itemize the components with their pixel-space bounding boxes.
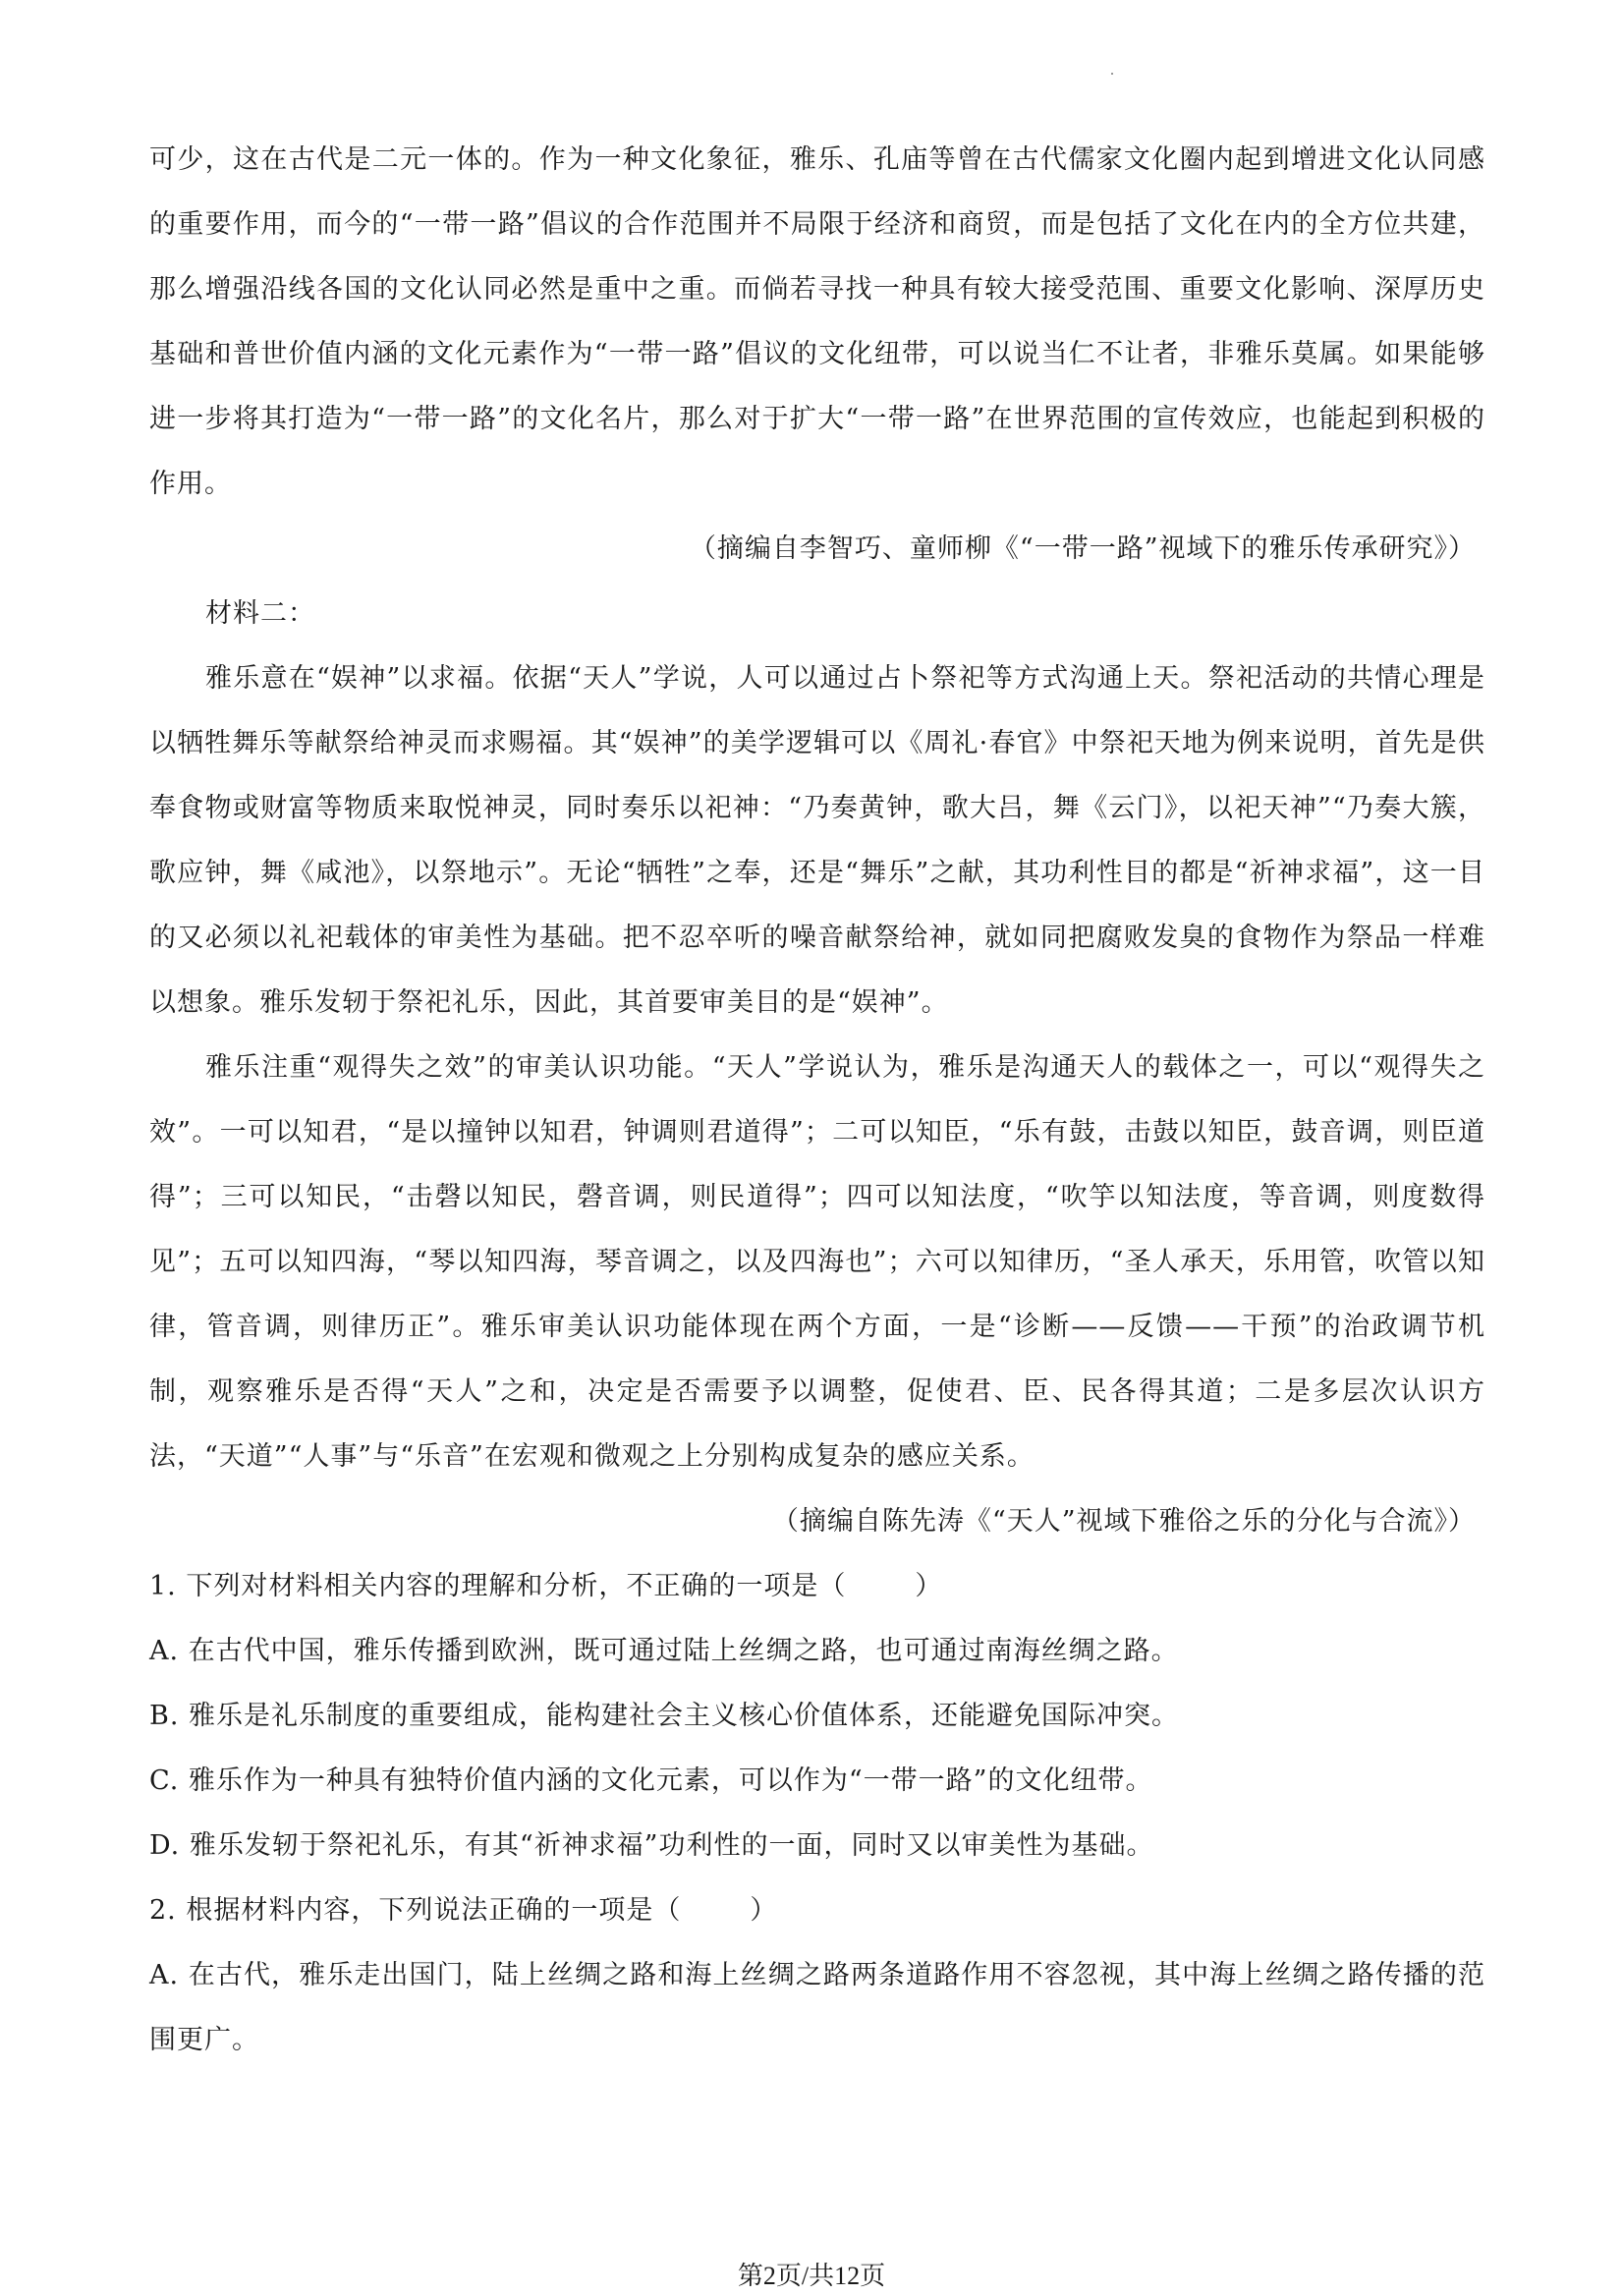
material-2-paragraph-1: 雅乐意在“娱神”以求福。依据“天人”学说，人可以通过占卜祭祀等方式沟通上天。祭祀活动的共情心理是以牺牲舞乐等献祭给神灵而求赐福。其“娱神”的美学逻辑可以《周礼·春官》中祭祀天地为例来说明，首先是供奉食物或财富等物质来取悦神灵，同时奏乐以祀神：“乃奏黄钟，歌大吕，舞《云门》，以祀天神”“乃奏大簇，歌应钟，舞《咸池》，以祭地示”。无论“牺牲”之奉，还是“舞乐”之献，其功利性目的都是“祈神求福”，这一目的又必须以礼祀载体的审美性为基础。把不忍卒听的噪音献祭给神，就如同把腐败发臭的食物作为祭品一样难以想象。雅乐发轫于祭祀礼乐，因此，其首要审美目的是“娱神”。 — [149, 663, 1485, 1018]
question-1-option-c: C. 雅乐作为一种具有独特价值内涵的文化元素，可以作为“一带一路”的文化纽带。 — [149, 1765, 1153, 1796]
question-2-stem-text: 2. 根据材料内容，下列说法正确的一项是（ — [149, 1895, 682, 1926]
page-content — [149, 128, 1485, 2073]
material-1-source: （摘编自李智巧、童师柳《“一带一路”视域下的雅乐传承研究》） — [689, 533, 1476, 564]
question-1-stem-text: 1. 下列对材料相关内容的理解和分析，不正确的一项是（ — [149, 1571, 847, 1601]
scan-speck — [1111, 73, 1113, 75]
question-1-option-b: B. 雅乐是礼乐制度的重要组成，能构建社会主义核心价值体系，还能避免国际冲突。 — [149, 1701, 1180, 1731]
question-2-stem-close: ） — [750, 1895, 778, 1926]
question-1-stem — [149, 1554, 1485, 1619]
question-1-stem-close: ） — [915, 1571, 943, 1601]
question-2-stem — [149, 1878, 1485, 1943]
page-number: 第2页/共12页 — [737, 2262, 886, 2290]
material-2-paragraph-2: 雅乐注重“观得失之效”的审美认识功能。“天人”学说认为，雅乐是沟通天人的载体之一，可以“观得失之效”。一可以知君，“是以撞钟以知君，钟调则君道得”；二可以知臣，“乐有鼓，击鼓以知臣，鼓音调，则臣道得”；三可以知民，“击磬以知民，磬音调，则民道得”；四可以知法度，“吹竽以知法度，等音调，则度数得见”；五可以知四海，“琴以知四海，琴音调之，以及四海也”；六可以知律历，“圣人承天，乐用管，吹管以知律，管音调，则律历正”。雅乐审美认识功能体现在两个方面，一是“诊断——反馈——干预”的治政调节机制，观察雅乐是否得“天人”之和，决定是否需要予以调整，促使君、臣、民各得其道；二是多层次认识方法，“天道”“人事”与“乐音”在宏观和微观之上分别构成复杂的感应关系。 — [149, 1052, 1485, 1472]
material-1-paragraph: 可少，这在古代是二元一体的。作为一种文化象征，雅乐、孔庙等曾在古代儒家文化圈内起到增进文化认同感的重要作用，而今的“一带一路”倡议的合作范围并不局限于经济和商贸，而是包括了文化在内的全方位共建，那么增强沿线各国的文化认同必然是重中之重。而倘若寻找一种具有较大接受范围、重要文化影响、深厚历史基础和普世价值内涵的文化元素作为“一带一路”倡议的文化纽带，可以说当仁不让者，非雅乐莫属。如果能够进一步将其打造为“一带一路”的文化名片，那么对于扩大“一带一路”在世界范围的宣传效应，也能起到积极的作用。 — [149, 144, 1485, 499]
question-2-option-a: A. 在古代，雅乐走出国门，陆上丝绸之路和海上丝绸之路两条道路作用不容忽视，其中海上丝绸之路传播的范围更广。 — [149, 1960, 1485, 2055]
question-1-option-d: D. 雅乐发轫于祭祀礼乐，有其“祈神求福”功利性的一面，同时又以审美性为基础。 — [149, 1830, 1154, 1861]
material-2-label: 材料二： — [205, 598, 315, 629]
material-2-source: （摘编自陈先涛《“天人”视域下雅俗之乐的分化与合流》） — [771, 1506, 1476, 1537]
question-1-option-a: A. 在古代中国，雅乐传播到欧洲，既可通过陆上丝绸之路，也可通过南海丝绸之路。 — [149, 1636, 1179, 1666]
